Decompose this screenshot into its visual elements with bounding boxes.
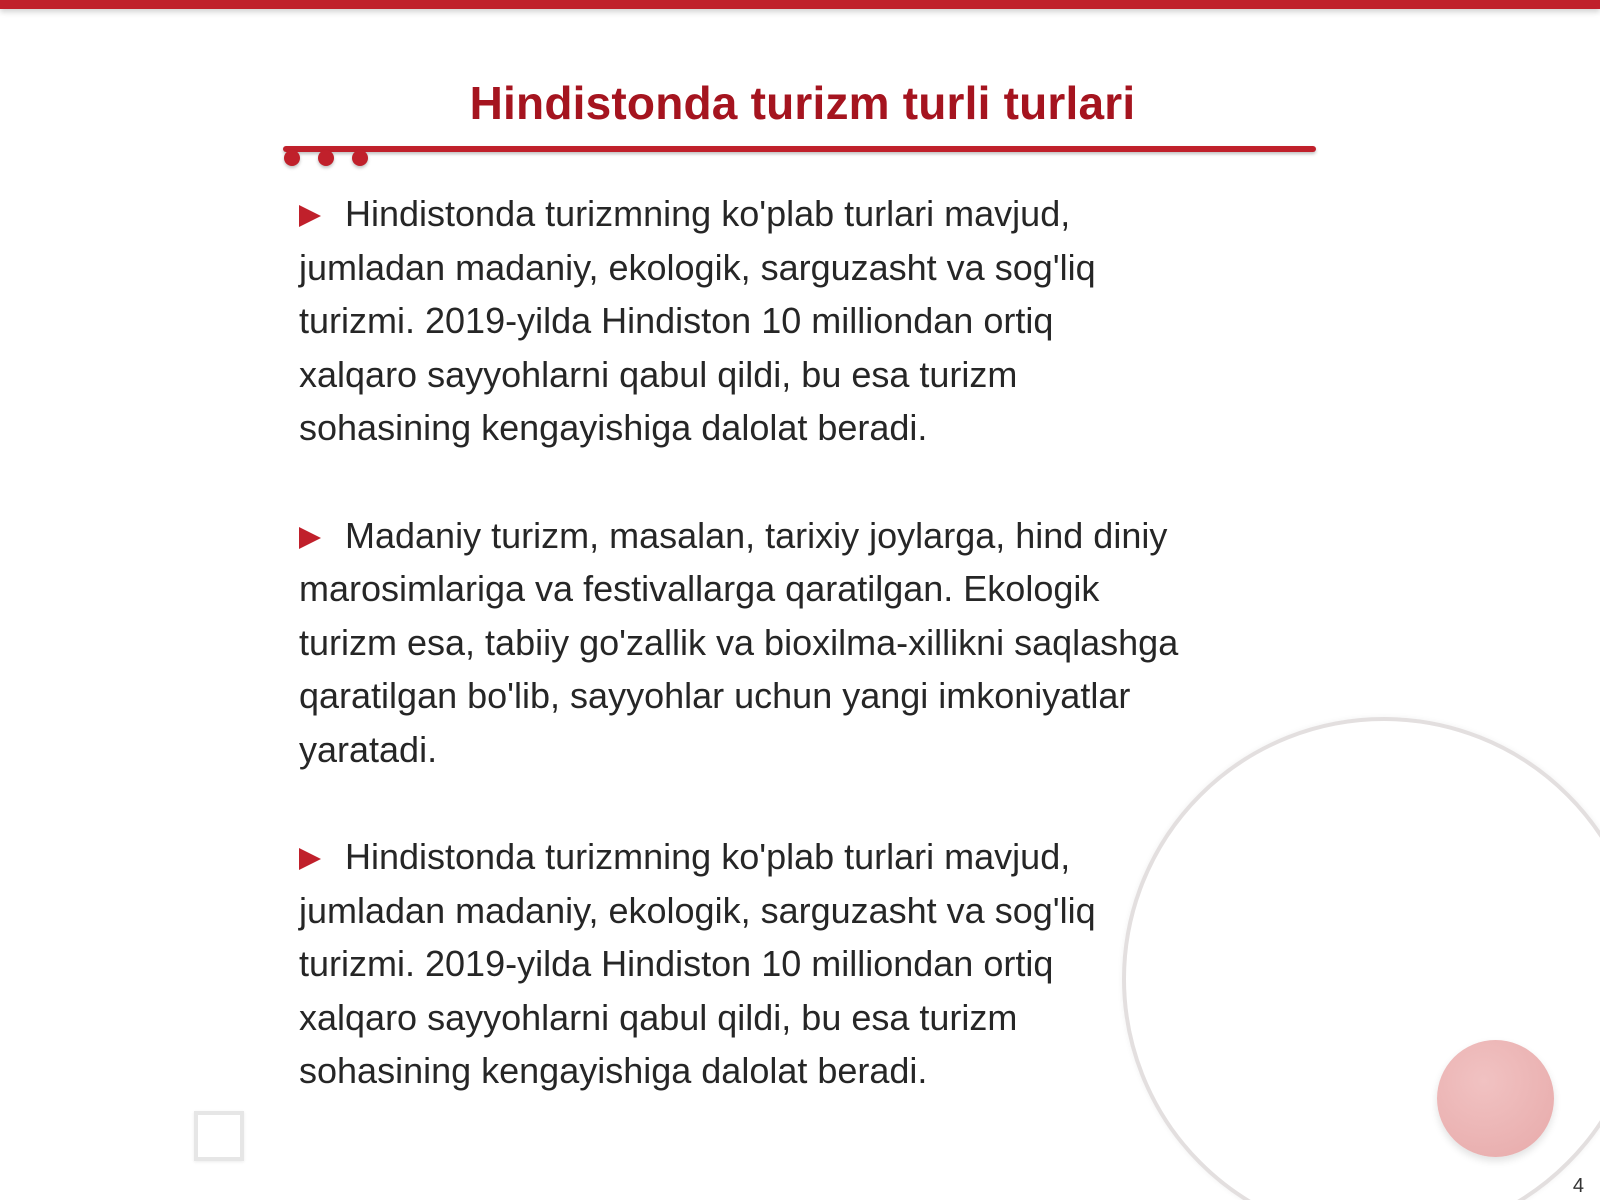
bullet-line: yaratadi. xyxy=(299,728,438,770)
triangle-bullet-icon xyxy=(299,848,321,870)
decorative-dot xyxy=(318,150,334,166)
bullet-line: jumladan madaniy, ekologik, sarguzasht va sog'liq xyxy=(299,246,1096,288)
bullet-line: jumladan madaniy, ekologik, sarguzasht va sog'liq xyxy=(299,889,1096,931)
bullet-line: turizm esa, tabiiy go'zallik va bioxilma-xillikni saqlashga xyxy=(299,621,1179,663)
slide-title: Hindistonda turizm turli turlari xyxy=(469,77,1136,129)
title-underline xyxy=(283,146,1316,152)
bullet-line: marosimlariga va festivallarga qaratilgan. Ekologik xyxy=(299,568,1100,609)
bullet-paragraph xyxy=(299,187,1299,455)
bullet-line: sohasining kengayishiga dalolat beradi. xyxy=(299,407,928,448)
bullet-line: sohasining kengayishiga dalolat beradi. xyxy=(299,1050,928,1091)
bullet-line: Hindistonda turizmning ko'plab turlari mavjud, xyxy=(345,836,1071,877)
top-accent-bar xyxy=(0,0,1600,9)
page-number: 4 xyxy=(1572,1175,1584,1197)
decorative-pink-circle xyxy=(1437,1040,1554,1157)
bullet-line: xalqaro sayyohlarni qabul qildi, bu esa turizm xyxy=(299,353,1018,395)
decorative-square xyxy=(194,1111,244,1161)
bullet-line: Hindistonda turizmning ko'plab turlari mavjud, xyxy=(345,193,1071,234)
bullet-line: qaratilgan bo'lib, sayyohlar uchun yangi imkoniyatlar xyxy=(299,675,1131,716)
bullet-line: Madaniy turizm, masalan, tarixiy joylarga, hind diniy xyxy=(345,514,1168,556)
bullet-paragraph xyxy=(299,830,1299,1098)
triangle-bullet-icon xyxy=(299,205,321,227)
decorative-dot xyxy=(284,150,300,166)
bullet-paragraph xyxy=(299,509,1299,777)
bullet-line: turizmi. 2019-yilda Hindiston 10 milliondan ortiq xyxy=(299,943,1054,984)
bullet-line: xalqaro sayyohlarni qabul qildi, bu esa turizm xyxy=(299,996,1018,1038)
decorative-dot xyxy=(352,150,368,166)
bullet-line: turizmi. 2019-yilda Hindiston 10 milliondan ortiq xyxy=(299,300,1054,341)
bullet-list xyxy=(299,187,1299,1152)
triangle-bullet-icon xyxy=(299,527,321,549)
